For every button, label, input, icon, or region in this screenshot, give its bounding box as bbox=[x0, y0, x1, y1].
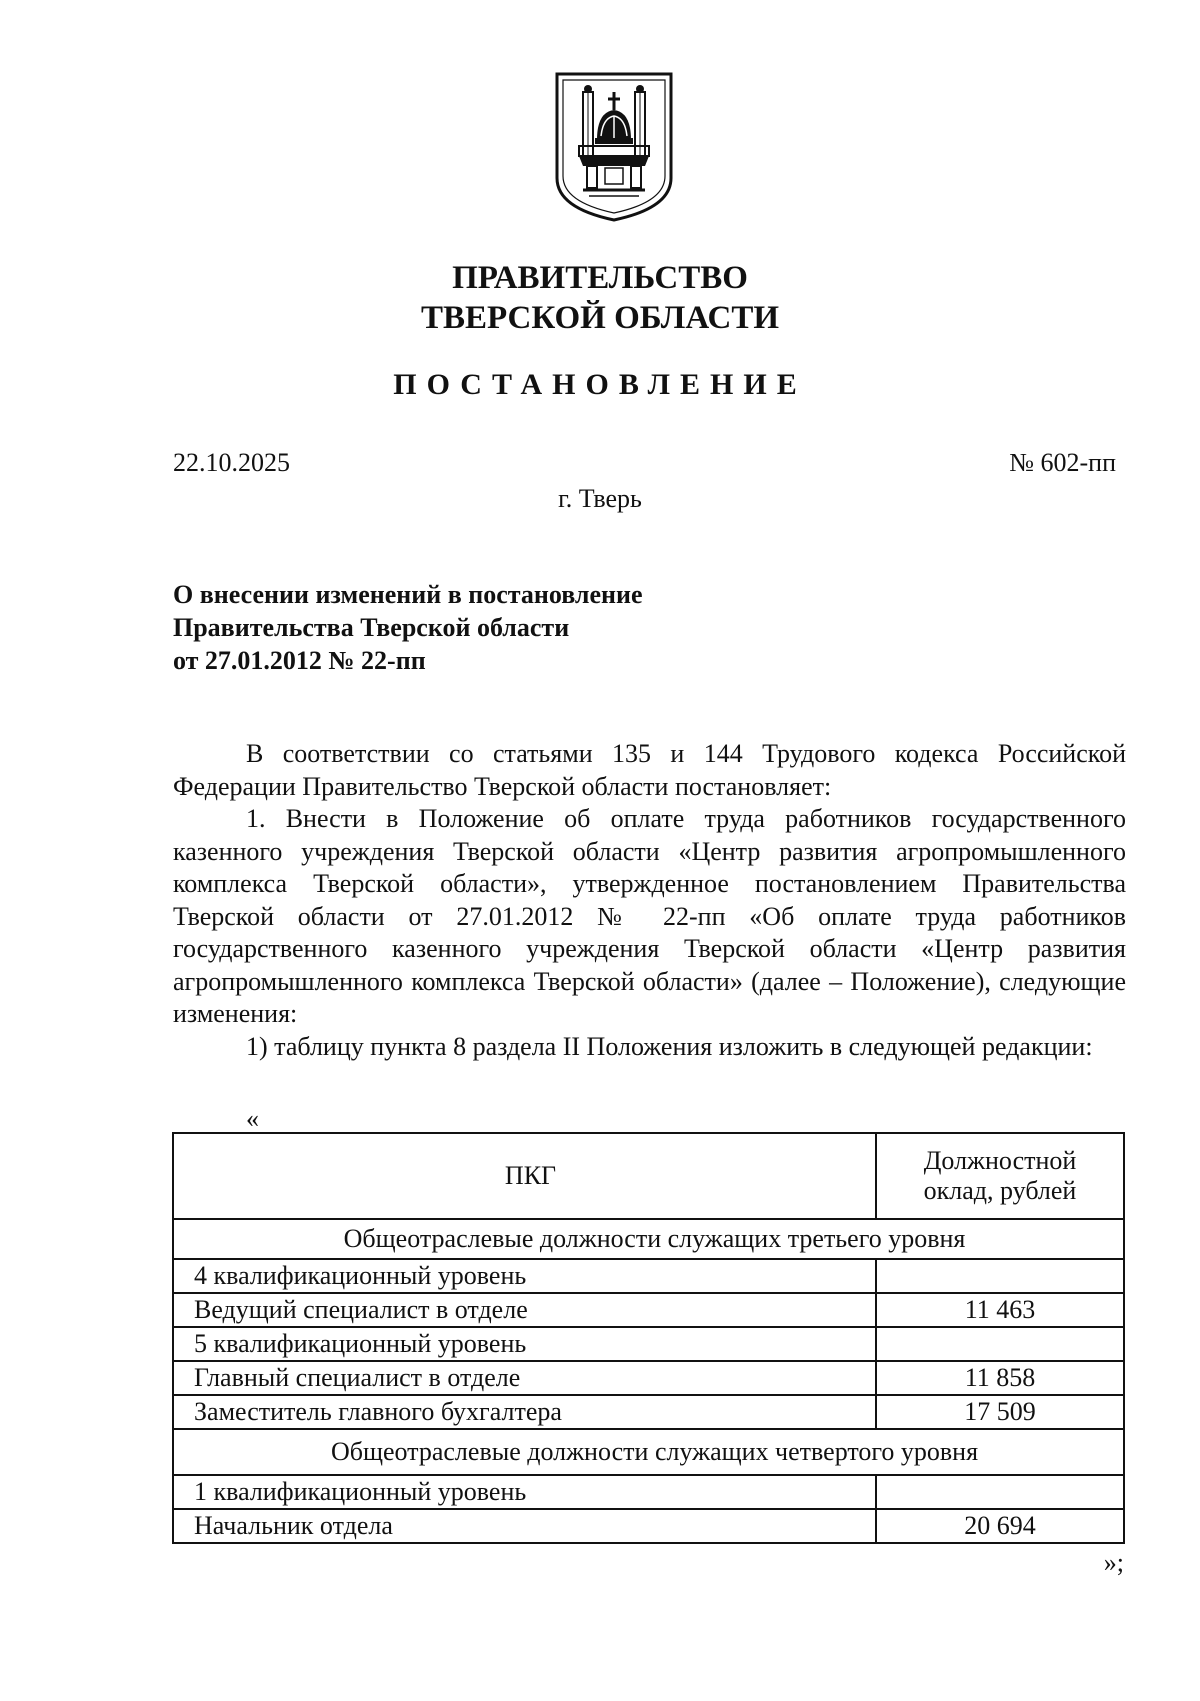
document-date: 22.10.2025 bbox=[173, 448, 290, 477]
row-name: Заместитель главного бухгалтера bbox=[173, 1395, 876, 1429]
table-row bbox=[173, 1475, 1124, 1509]
document-type-title: ПОСТАНОВЛЕНИЕ bbox=[393, 368, 807, 401]
table-row bbox=[173, 1361, 1124, 1395]
subject-line-2: Правительства Тверской области bbox=[173, 613, 570, 642]
row-value bbox=[876, 1475, 1124, 1509]
row-value: 17 509 bbox=[876, 1395, 1124, 1429]
salary-table bbox=[172, 1132, 1125, 1544]
document-body bbox=[173, 738, 1126, 1063]
document-subject bbox=[173, 578, 643, 677]
row-name: 1 квалификационный уровень bbox=[173, 1475, 876, 1509]
group-title-1: Общеотраслевые должности служащих третьего уровня bbox=[173, 1219, 1124, 1259]
government-title-line-1: ПРАВИТЕЛЬСТВО bbox=[452, 260, 748, 296]
row-name: Ведущий специалист в отделе bbox=[173, 1293, 876, 1327]
table-row bbox=[173, 1327, 1124, 1361]
opening-quote: « bbox=[246, 1104, 259, 1133]
row-name: 5 квалификационный уровень bbox=[173, 1327, 876, 1361]
table-row bbox=[173, 1509, 1124, 1543]
document-city: г. Тверь bbox=[558, 484, 642, 513]
table-row bbox=[173, 1293, 1124, 1327]
table-group-row bbox=[173, 1219, 1124, 1259]
header-salary bbox=[876, 1133, 1124, 1219]
table-group-row bbox=[173, 1429, 1124, 1475]
row-value: 11 858 bbox=[876, 1361, 1124, 1395]
subject-line-3: от 27.01.2012 № 22-пп bbox=[173, 646, 426, 675]
body-paragraph-3: 1) таблицу пункта 8 раздела II Положения изложить в следующей редакции: bbox=[246, 1031, 1093, 1061]
row-name: Главный специалист в отделе bbox=[173, 1361, 876, 1395]
body-paragraph-2: 1. Внести в Положение об оплате труда работников государственного казенного учреждения Тверской области «Центр развития агропромышленного комплекса Тверской области», утвержденное постановлением Правительства Тверской области от 27.01.2012 № 22-пп «Об оплате труда работников государственного казенного учреждения Тверской области «Центр развития агропромышленного комплекса Тверской области» (далее – Положение), следующие изменения: bbox=[173, 804, 1126, 1028]
table-row bbox=[173, 1395, 1124, 1429]
header-pkg: ПКГ bbox=[173, 1133, 876, 1219]
header-salary-line-1: Должностной bbox=[923, 1146, 1077, 1175]
group-title-2: Общеотраслевые должности служащих четвертого уровня bbox=[173, 1429, 1124, 1475]
row-value: 11 463 bbox=[876, 1293, 1124, 1327]
closing-quote: »; bbox=[1103, 1548, 1124, 1577]
row-value bbox=[876, 1327, 1124, 1361]
subject-line-1: О внесении изменений в постановление bbox=[173, 580, 643, 609]
header-salary-line-2: оклад, рублей bbox=[923, 1176, 1077, 1205]
row-value bbox=[876, 1259, 1124, 1293]
table-row bbox=[173, 1259, 1124, 1293]
document-number: № 602-пп bbox=[1009, 448, 1116, 477]
row-name: Начальник отдела bbox=[173, 1509, 876, 1543]
government-title bbox=[300, 258, 900, 338]
government-title-line-2: ТВЕРСКОЙ ОБЛАСТИ bbox=[420, 300, 780, 336]
row-value: 20 694 bbox=[876, 1509, 1124, 1543]
row-name: 4 квалификационный уровень bbox=[173, 1259, 876, 1293]
tver-coat-of-arms-icon bbox=[553, 70, 675, 222]
table-header-row bbox=[173, 1133, 1124, 1219]
body-paragraph-1: В соответствии со статьями 135 и 144 Трудового кодекса Российской Федерации Правительство Тверской области постановляет: bbox=[173, 739, 1126, 801]
